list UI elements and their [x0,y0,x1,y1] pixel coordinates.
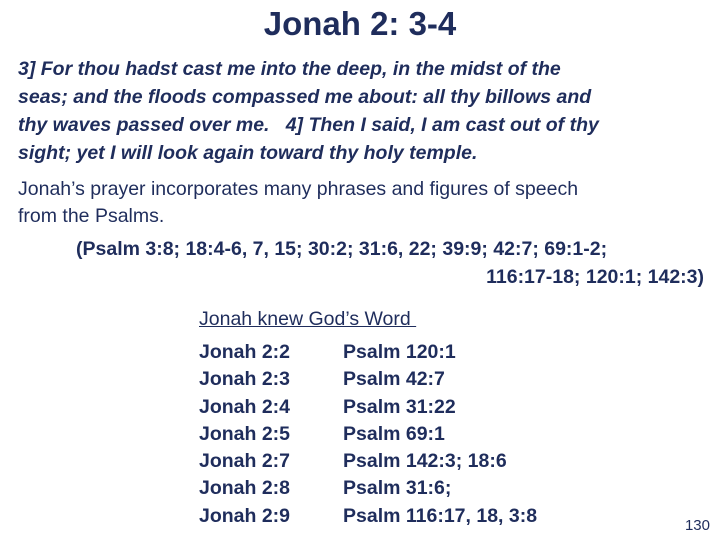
jonah-reference: Jonah 2:2 [199,341,291,363]
page-number: 130 [684,517,710,534]
references-line: (Psalm 3:8; 18:4-6, 7, 15; 30:2; 31:6, 22; 39:9; 42:7; 69:1-2; [76,238,608,260]
cross-reference-row [199,339,537,366]
commentary-line: Jonah’s prayer incorporates many phrases and figures of speech [18,178,579,200]
psalm-references [18,235,704,291]
scripture-line: seas; and the floods compassed me about: all thy billows and [18,86,592,108]
slide-title: Jonah 2: 3-4 [263,5,457,42]
commentary-text [18,176,708,230]
jonah-reference: Jonah 2:8 [199,477,291,500]
psalm-reference: Psalm 42:7 [343,368,445,391]
scripture-line: thy waves passed over me. 4] Then I said, I am cast out of thy [18,114,599,136]
psalm-reference: Psalm 142:3; 18:6 [343,450,507,473]
jonah-reference: Jonah 2:5 [199,422,291,445]
psalm-reference: Psalm 31:22 [343,395,456,418]
references-line: 116:17-18; 120:1; 142:3) [486,266,704,288]
cross-reference-row [199,448,537,475]
psalm-reference: Psalm 31:6; [343,477,452,500]
cross-reference-row [199,366,537,393]
psalm-reference: Psalm 69:1 [343,422,445,445]
jonah-reference: Jonah 2:9 [199,504,291,527]
commentary-line: from the Psalms. [18,205,165,227]
cross-reference-table [199,339,537,530]
jonah-reference: Jonah 2:7 [199,450,291,473]
scripture-line: 3] For thou hadst cast me into the deep, in the midst of the [18,58,561,80]
cross-reference-heading: Jonah knew God’s Word [199,308,417,330]
cross-reference-row [199,475,537,502]
scripture-passage [18,55,708,167]
jonah-reference: Jonah 2:3 [199,368,291,391]
psalm-reference: Psalm 116:17, 18, 3:8 [343,504,538,527]
cross-reference-row [199,421,537,448]
cross-reference-row [199,394,537,421]
jonah-reference: Jonah 2:4 [199,395,291,418]
scripture-line: sight; yet I will look again toward thy holy temple. [18,142,478,164]
psalm-reference: Psalm 120:1 [343,341,456,363]
cross-reference-row [199,503,537,530]
